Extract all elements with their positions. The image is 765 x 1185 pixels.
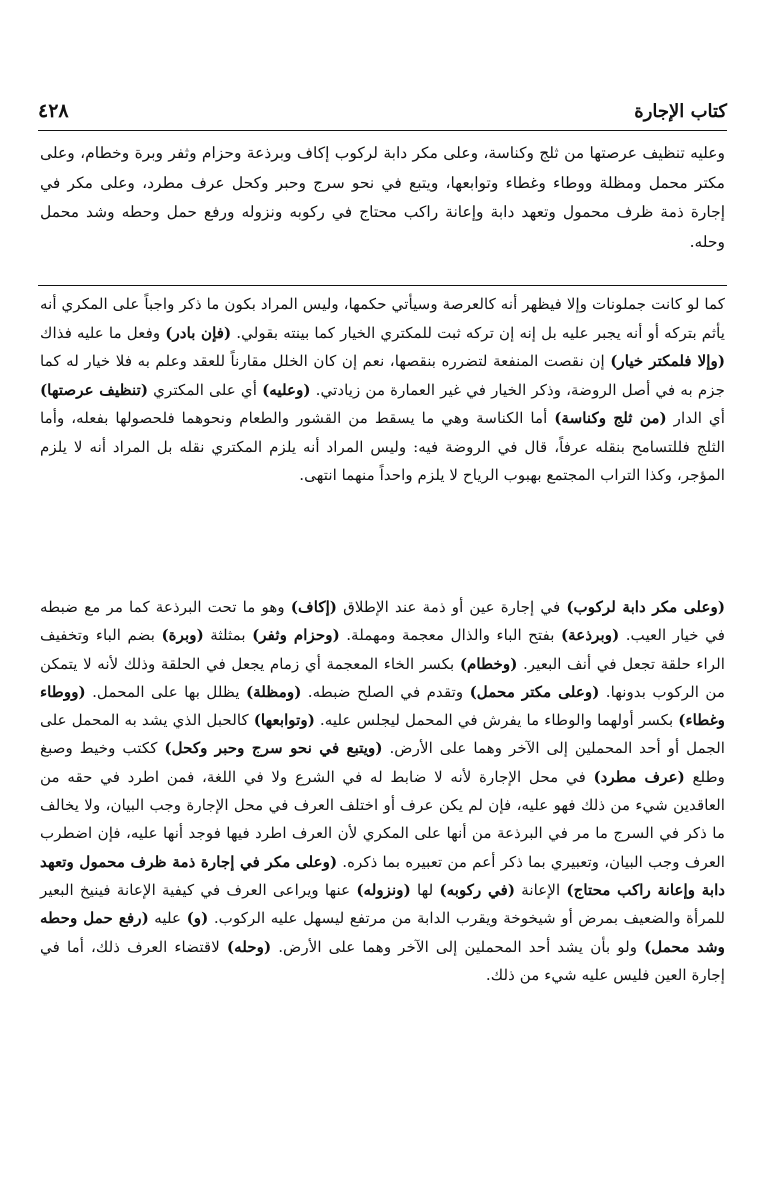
note-text: كما لو كانت جملونات وإلا فيظهر أنه كالعرصة وسيأتي حكمها، وليس المراد بكون ما ذكر واجباً على المكري أنه يأثم بتركه أو أنه يجبر عليه بل إنه إن تركه ثبت للمكتري الخيار كما بينته بقولي. xyxy=(40,295,725,342)
note-text: وفعل ما عليه فذاك xyxy=(40,323,161,342)
text: كالحبل الذي يشد به المحمل على الجمل أو أحد المحملين إلى الآخر وهما على الأرض. xyxy=(40,711,726,758)
text: في محل الإجارة لأنه لا ضابط له في الشرع ولا في اللغة، فمن اطرد في حقه من العاقدين شيء من ذلك فهو عليه، فإن لم يكن عرف أو اختلف العرف في محل الإجارة وجب البيان، ولا يخالف ما ذكر في السرج ما مر في البرذعة من أنها على المكري لأن العرف اطرد فيها فوجد أنها عليه، فإن اضطرب العرف وجب البيان، وتعبيري بما ذكر أعم من تعبيره بما ذكره. xyxy=(40,767,726,871)
bold-term: (إكاف) xyxy=(290,598,337,616)
bold-term: (وبرذعة) xyxy=(560,626,620,645)
text: وهو ما تحت البرذعة كما مر مع ضبطه في خيار العيب. xyxy=(40,598,726,645)
text: بكسر الخاء المعجمة أي زمام يجعل في الحلقة وذلك لأنه لا يتمكن من الركوب بدونها. xyxy=(40,654,726,701)
matn-text: وعليه تنظيف عرصتها من ثلج وكناسة، وعلى مكر دابة لركوب إكاف وبرذعة وحزام وثفر وبرة وخطام، وعلى مكتر محمل ومظلة ووطاء وغطاء وتوابعها، ويتبع في نحو سرج وحبر وكحل عرف مطرد، وعلى مكر في إجارة ذمة ظرف محمول وتعهد دابة وإعانة راكب محتاج في ركوبه ونزوله ورفع حمل وحطه وشد محمل وحله. xyxy=(40,144,725,251)
bold-term: (وعلى مكتر محمل) xyxy=(469,682,600,701)
commentary-continuation xyxy=(40,290,725,490)
note-bold-term: (فإن بادر) xyxy=(165,323,232,342)
text: بمثلثة xyxy=(210,626,246,645)
note-bold-term: (وإلا فلمكتر خيار) xyxy=(610,352,726,370)
text: ككتب وخيط وصبغ وطلع xyxy=(40,739,726,786)
bold-term: (وعلى مكر في إجارة ذمة ظرف محمول وتعهد دابة وإعانة راكب محتاج) xyxy=(40,852,726,899)
bold-term: (وحله) xyxy=(226,937,272,956)
bold-term: (وحزام وثفر) xyxy=(252,626,340,645)
text: وتقدم في الصلح ضبطه. xyxy=(307,682,464,701)
bold-term: (وتوابعها) xyxy=(253,711,315,730)
bold-term: (وعلى مكر دابة لركوب) xyxy=(566,598,726,616)
commentary-paragraph xyxy=(40,593,725,989)
text: في إجارة عين أو ذمة عند الإطلاق xyxy=(343,598,561,616)
text: بضم الباء وتخفيف الراء حلقة تجعل في أنف البعير. xyxy=(40,626,725,673)
note-text: إن نقصت المنفعة لتضرره بنقصها، نعم إن كان الخلل مقارناً للعقد وعلم به فلا خيار له كما جزم به في أصل الروضة، وذكر الخيار في غير العمارة من زيادتي. xyxy=(40,352,726,399)
text: الإعانة xyxy=(521,880,561,899)
bold-term: (رفع حمل وحطه وشد محمل) xyxy=(40,909,726,956)
text: عنها ويراعى العرف في كيفية الإعانة فينيخ البعير للمرأة والضعيف بمرض أو شيخوخة ويقرب الدابة من مرتفع ليسهل عليه الركوب. xyxy=(40,880,726,928)
bold-term: (ويتبع في نحو سرج وحبر وكحل) xyxy=(164,739,383,758)
note-bold-term: (تنظيف عرصتها) xyxy=(40,380,149,399)
bold-term: (و) xyxy=(186,909,209,928)
text: يظلل بها على المحمل. xyxy=(92,682,240,701)
text: بكسر أولهما والوطاء ما يفرش في المحمل ليجلس عليه. xyxy=(319,711,674,730)
note-bold-term: (من ثلج وكناسة) xyxy=(554,409,667,427)
note-text: أما الكناسة وهي ما يسقط من القشور والطعام ونحوهما فلحصولها بفعله، وأما الثلج فللتسامح بنقله عرفاً، قال في الروضة فيه: وليس المراد أنه يلزم المكتري نقله بل المراد أنه لا يلزم المؤجر، وكذا التراب المجتمع بهبوب الرياح لا يلزم واحداً منهما انتهى. xyxy=(40,409,725,484)
note-text: أي على المكتري xyxy=(153,380,257,399)
bold-term: (وخطام) xyxy=(459,654,518,673)
bold-term: (عرف مطرد) xyxy=(593,767,685,786)
bold-term: (وبرة) xyxy=(161,626,204,645)
page-header xyxy=(38,96,727,126)
header-rule xyxy=(38,130,727,131)
bold-term: (ومظلة) xyxy=(245,682,302,701)
bold-term: (ونزوله) xyxy=(356,880,411,899)
bold-term: (في ركوبه) xyxy=(439,880,516,899)
text: ولو بأن يشد أحد المحملين إلى الآخر وهما على الأرض. xyxy=(278,937,638,956)
text: عليه xyxy=(154,909,182,928)
text: لاقتضاء العرف ذلك، أما في إجارة العين فليس عليه شيء من ذلك. xyxy=(40,937,725,984)
text: بفتح الباء والذال معجمة ومهملة. xyxy=(346,626,555,645)
separator-rule xyxy=(38,285,727,286)
running-title: كتاب الإجارة xyxy=(634,100,727,122)
bold-term: (ووطاء وغطاء) xyxy=(40,682,725,730)
page-number: ٤٢٨ xyxy=(38,100,69,122)
note-bold-term: (وعليه) xyxy=(262,380,311,399)
text: لها xyxy=(416,880,434,899)
note-text: أي الدار xyxy=(673,409,726,427)
